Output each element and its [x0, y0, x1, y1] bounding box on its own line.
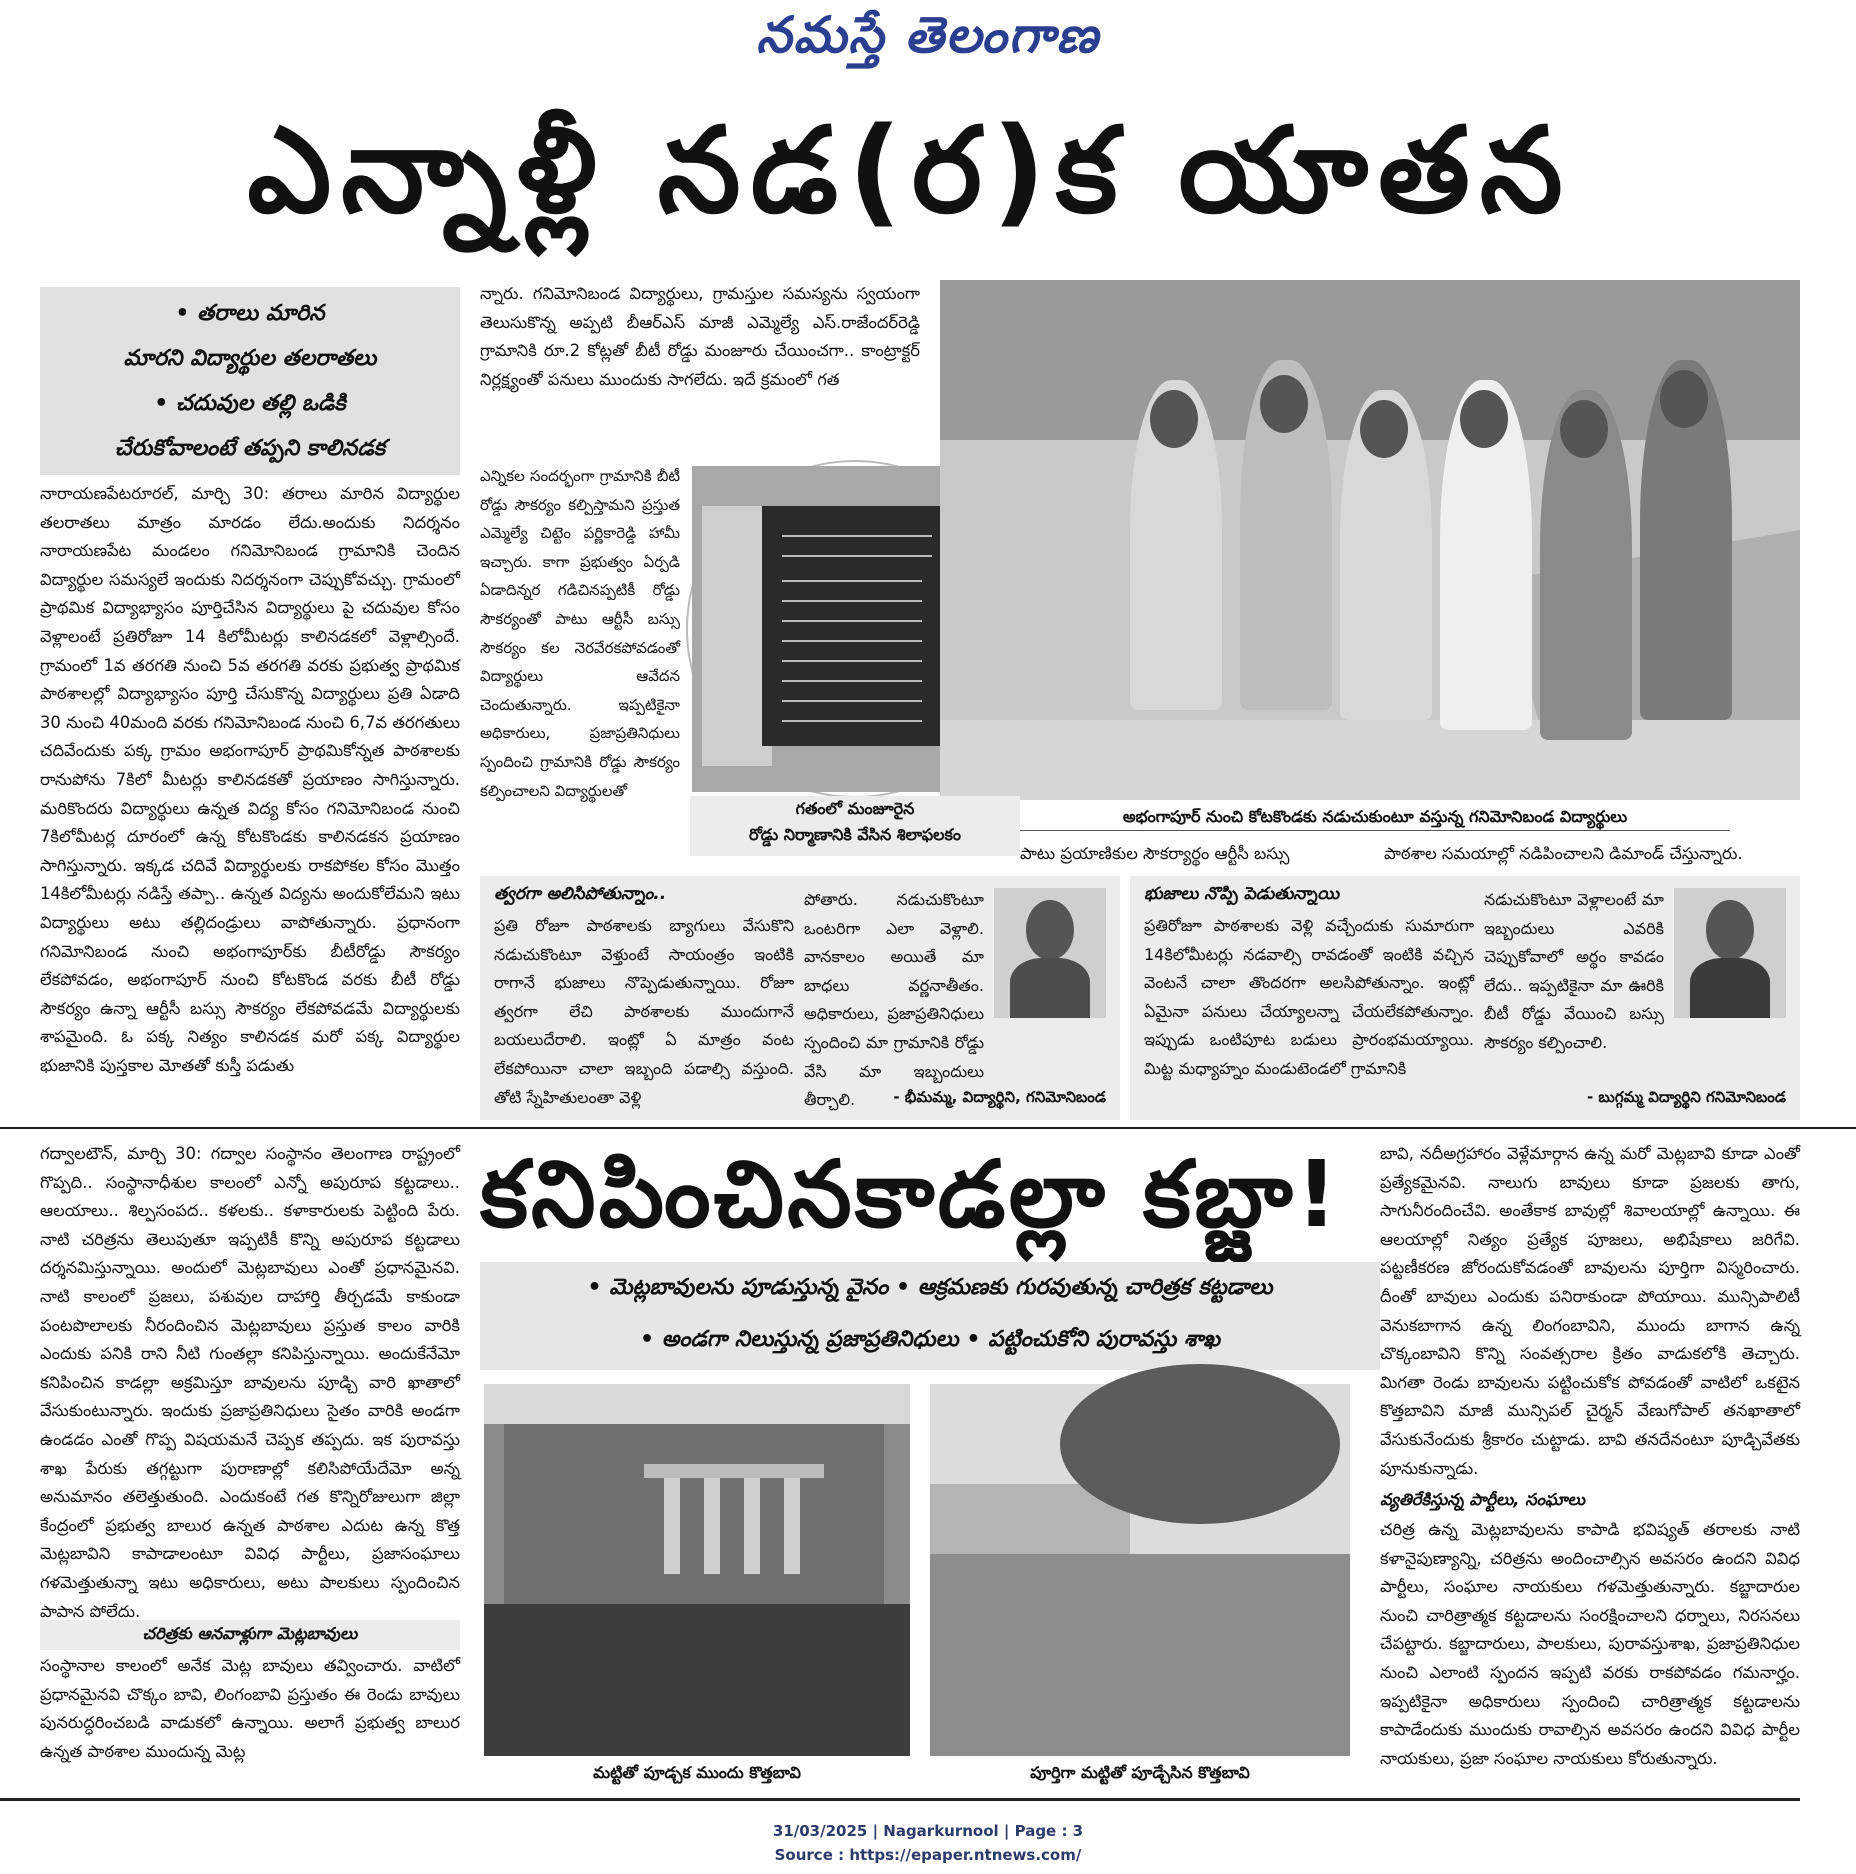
quote-1-text-a: ప్రతి రోజూ పాఠశాలకు బ్యాగులు వేసుకొని నడుచుకొంటూ వెళ్తుంటే సాయంత్రం ఇంటికి రాగానే భుజాలు నొప్పెడుతున్నాయి. రోజూ త్వరగా లేచి పాఠశాలకు ముందుగానే బయలుదేరాలి. ఇంట్లో ఏ మాత్రం వంట లేకపోయినా చాలా ఇబ్బంది పడాల్సి వస్తుంది. తోటి స్నేహితులంతా వెళ్లి — [494, 916, 794, 1107]
story1-continuation-left: పాటు ప్రయాణికుల సౌకర్యార్థం ఆర్టీసీ బస్సు — [1020, 844, 1290, 863]
kicker-line-2: మారని విద్యార్థుల తలరాతలు — [123, 346, 377, 371]
story2-body-3b: చరిత్ర ఉన్న మెట్లబావులను కాపాడి భవిష్యత్ తరాలకు నాటి కళానైపుణ్యాన్ని, చరిత్రను అందించాల్సిన అవసరం ఉందని వివిధ పార్టీలు, సంఘాల నాయకులు గళమెత్తుతున్నారు. కబ్జాదారుల నుంచి చారిత్రాత్మక కట్టడాలను సంరక్షించాలని ధర్నాలు, నిరసనలు చేపట్టారు. కబ్జాదారులు, పాలకులు, పురావస్తుశాఖ, ప్రజాప్రతినిధుల నుంచి ఎలాంటి స్పందన ఇప్పటి వరకు రాకపోవడం గమనార్హం. ఇప్పటికైనా అధికారులు స్పందించి చారిత్రాత్మక కట్టడాలను కాపాడేందుకు ముందుకు రావాల్సిన అవసరం ఉందని వివిధ పార్టీల నాయకులు, ప్రజా సంఘాల నాయకులు కోరుతున్నారు. — [1380, 1520, 1800, 1768]
quote-1-signature: - భీమమ్మ, విద్యార్థిని, గనిమోనిబండ — [893, 1088, 1106, 1106]
story1-continuation-right: పాఠశాల సమయాల్లో నడిపించాలని డిమాండ్ చేస్తున్నారు. — [1384, 844, 1743, 863]
story2-column-1 — [40, 1140, 460, 1620]
quote-2-portrait-body — [1690, 958, 1770, 1018]
well-before-graphic — [484, 1384, 910, 1756]
story2-subheading-protest: వ్యతిరేకిస్తున్న పార్టీలు, సంఘాలు — [1380, 1490, 1585, 1509]
page-bottom-rule — [0, 1798, 1800, 1801]
story1-body-1: నారాయణపేటరూరల్, మార్చి 30: తరాలు మారిన విద్యార్థుల తలరాతలు మాత్రం మారడం లేదు.అందుకు నిదర్శనం నారాయణపేట మండలం గనిమోనిబండ గ్రామానికి చెందిన విద్యార్థుల సమస్యలే ఇందుకు నిదర్శనంగా చెప్పుకోవచ్చు. గ్రామంలో ప్రాథమిక విద్యాభ్యాసం పూర్తిచేసిన విద్యార్థులు పై చదువుల కోసం వెళ్లాలంటే ప్రతిరోజూ 14 కిలోమీటర్లు కాలినడకలో వెళ్లాల్సిందే. గ్రామంలో 1వ తరగతి నుంచి 5వ తరగతి వరకు ప్రభుత్వ ప్రాథమిక పాఠశాలల్లో విద్యాభ్యాసం పూర్తి చేసుకొన్న విద్యార్థులు ప్రతి ఏడాది 30 నుంచి 40మంది వరకు గనిమోనిబండ నుంచి 6,7వ తరగతులు చదివేందుకు పక్క గ్రామం అభంగాపూర్ ప్రాథమికోన్నత పాఠశాలకు రానుపోను 7కిలో మీటర్లు కాలినడకతో ప్రయాణం సాగిస్తున్నారు. మరికొందరు విద్యార్థులు ఉన్నత విద్య కోసం గనిమోనిబండ నుంచి 7కిలోమీటర్ల దూరంలో ఉన్న కోటకొండకు కాలినడకన ప్రయాణం సాగిస్తున్నారు. ఇక్కడ చదివే విద్యార్థులకు రాకపోకల కోసం మొత్తం 14కిలోమీటర్లు నడిస్తే తప్పా.. ఉన్నత విద్యను అందుకోలేమని ఇటు విద్యార్థులు అటు తల్లిదండ్రులు వాపోతున్నారు. ప్రధానంగా గనిమోనిబండ నుంచి అభంగాపూర్‌కు బీటీరోడ్డు సౌకర్యం లేకపోవడం, అభంగాపూర్ నుంచి కోటకొండ వరకు బీటీ రోడ్డు సౌకర్యం ఉన్నా ఆర్టీసీ బస్సు సౌకర్యం లేకపోవడమే విద్యార్థులకు శాపమైంది. ఓ పక్క నిత్యం కాలినడక మరో పక్క విద్యార్థుల భుజానికి పుస్తకాల మోతతో కుస్తీ పడుతు — [40, 484, 460, 1075]
story2-body-3: బావి, నదీఅగ్రహారం వెళ్లేమార్గాన ఉన్న మరో మెట్లబావి కూడా ఎంతో ప్రత్యేకమైనవి. నాలుగు బావులు కూడా ప్రజలకు తాగు, సాగునీరందించేవి. అంతేకాక బావుల్లో శివాలయాల్లో ఉన్నాయి. ఈ ఆలయాల్లో నిత్యం ప్రత్యేక పూజలు, అభిషేకాలు జరిగేవి. పట్టణీకరణ జోరందుకోవడంతో బావుల‌ను పూర్తిగా విస్మరించారు. దీంతో బావులు ఎందుకు పనిరాకుండా పోయాయి. మున్సిపాలిటీ వెనుకబాగాన ఉన్న లింగంబావిని, ముందు బాగాన ఉన్న చొక్కంబావిని కొన్ని సంవత్సరాల క్రితం వాడుకలోకి తెచ్చారు. మిగతా రెండు బావులను పట్టించుకోక పోవడంతో వాటిలో ఒకటైన కొత్తబావిని మాజీ మున్సిపల్ చైర్మన్ వేణుగోపాల్ తనఖాతాలో వేసుకునేందుకు శ్రీకారం చుట్టాడు. బావి తనదేనంటూ పూడ్చివేతకు పూనుకున్నాడు. — [1380, 1144, 1800, 1478]
plaque-caption-line-2: రోడ్డు నిర్మాణానికి వేసిన శిలాఫలకం — [749, 825, 961, 844]
well-before-photo — [484, 1384, 910, 1756]
well-before-caption: మట్టితో పూడ్చక ముందు కొత్తబావి — [593, 1763, 801, 1782]
story2-headline: కనిపించినకాడల్లా కబ్జా! — [480, 1141, 1341, 1248]
plaque-caption-line-1: గతంలో మంజూరైన — [795, 799, 915, 818]
quote-1-portrait — [994, 888, 1106, 1018]
kicker-box — [40, 287, 460, 475]
story2-subheading-history: చరిత్రకు ఆనవాళ్లుగా మెట్లబావులు — [40, 1620, 460, 1650]
well-after-photo — [930, 1384, 1350, 1756]
story2-body-1b: సంస్థానాల కాలంలో అనేక మెట్ల బావులు తవ్వించారు. వాటిలో ప్రధానమైనవి చొక్కం బావి, లింగంబావి ప్రస్తుతం ఈ రెండు బావులు పునరుద్ధరించబడి వాడుకలో ఉన్నాయి. అలాగే ప్రభుత్వ బాలుర ఉన్నత పాఠశాల ముందున్న మెట్ల — [40, 1656, 460, 1761]
story2-subheadings — [480, 1262, 1380, 1370]
kicker-line-3: • చదువుల తల్లి ఒడికి — [154, 391, 346, 416]
plaque-caption — [690, 796, 1020, 856]
story2-column-3-b — [1380, 1516, 1800, 1792]
quote-2-portrait-face — [1706, 900, 1754, 960]
quote-2-portrait — [1674, 888, 1786, 1018]
story2-column-1-b — [40, 1652, 460, 1792]
story1-body-2b-visible: ఎన్నికల సందర్భంగా గ్రామానికి బీటీ రోడ్డు సౌకర్యం కల్పిస్తామని ప్రస్తుత ఎమ్మెల్యే చిట్టెం పర్ణికారెడ్డి హామీ ఇచ్చారు. కాగా ప్రభుత్వం ఏర్పడి ఏడాదిన్నర గడిచినప్పటికీ రోడ్డు సౌకర్యంతో పాటు ఆర్టీసీ బస్సు సౌకర్యం కల నెరవేరకపోవడంతో విద్యార్థులు ఆవేదన చెందుతున్నారు. ఇప్పటికైనా అధికారులు, ప్రజాప్రతినిధులు స్పందించి గ్రామానికి రోడ్డు సౌకర్యం కల్పించాలని విద్యార్థులతో — [480, 467, 680, 800]
main-headline: ఎన్నాళ్లీ నడ(ర)క యాతన — [247, 101, 1573, 239]
quote-box-2 — [1130, 876, 1800, 1120]
story2-subheading-2: • అండగా నిలుస్తున్న ప్రజాప్రతినిధులు • పట్టించుకోని పురావస్తు శాఖ — [640, 1327, 1220, 1352]
story2-subheading-1: • మెట్లబావులను పూడుస్తున్న వైనం • ఆక్రమణకు గురవుతున్న చారిత్రక కట్టడాలు — [587, 1275, 1273, 1300]
story-divider — [0, 1127, 1856, 1129]
quote-1-portrait-body — [1010, 958, 1090, 1018]
kicker-line-1: • తరాలు మారిన — [175, 301, 325, 326]
footer-source: Source : https://epaper.ntnews.com/ — [774, 1846, 1082, 1864]
student-face-1 — [1150, 390, 1198, 448]
quote-box-1 — [480, 876, 1120, 1120]
student-face-4 — [1460, 390, 1508, 448]
quote-1-portrait-face — [1026, 900, 1074, 960]
students-photo-caption: అభంగాపూర్ నుంచి కోటకొండకు నడుచుకుంటూ వస్తున్న గనిమోనిబండ విద్యార్థులు — [1020, 804, 1730, 831]
quote-2-signature: - బుగ్గమ్మ విద్యార్థిని గనిమోనిబండ — [1586, 1088, 1786, 1106]
quote-2-text-b: నడుచుకొంటూ వెళ్లాలంటే మా ఇబ్బందులు ఎవరికి చెప్పుకోవాలో అర్థం కావడం లేదు.. ఇప్పటికైనా మా ఊరికి బీటీ రోడ్డు వేయించి బస్సు సౌకర్యం కల్పించాలి. — [1484, 890, 1664, 1052]
student-face-5 — [1560, 400, 1608, 458]
quote-1-heading: త్వరగా అలిసిపోతున్నాం.. — [494, 884, 667, 904]
well-after-caption: పూర్తిగా మట్టితో పూడ్చేసిన కొత్తబావి — [1030, 1763, 1250, 1782]
masthead-logo: నమస్తే తెలంగాణ — [756, 6, 1100, 64]
student-face-3 — [1360, 400, 1408, 458]
student-face-2 — [1260, 375, 1308, 433]
footer-date-edition: 31/03/2025 | Nagarkurnool | Page : 3 — [772, 1822, 1084, 1840]
story2-column-3 — [1380, 1140, 1800, 1484]
story2-body-1: గద్వాలటౌన్, మార్చి 30: గద్వాల సంస్థానం తెలంగాణ రాష్ట్రంలో గొప్పది.. సంస్థానాధీశుల కాలంలో ఎన్నో అపురూప కట్టడాలు.. ఆలయాలు.. శిల్పసంపద.. కళలకు.. కళాకారులకు పెట్టింది పేరు. నాటి చరిత్రను తెలుపుతూ ఇప్పటికీ కొన్ని అపురూప కట్టడాలు దర్శనమిస్తున్నాయి. అందులో మెట్లబావులు ఎంతో ప్రధానమైనవి. నాటి కాలంలో ప్రజలు, పశువుల దాహార్తి తీర్చడమే కాకుండా పంటపొలాలకు నీరందించిన మెట్లబావులు ప్రస్తుత కాలం వారికి ఎందుకు పనికి రాని నీటి గుంతల్లా కనిపిస్తున్నాయి. అందుకేనేమో కనిపించిన కాడల్లా అక్రమిస్తూ బావులను పూడ్చి వారి ఖాతాలో వేసుకుంటున్నారు. ఇందుకు ప్రజాప్రతినిధులు సైతం వారికి అండగా ఉండడం ఎంతో గొప్ప విషయమనే చెప్పక తప్పదు. ఇక పురావస్తు శాఖ పేరుకు తగ్గట్టుగా పురాణాల్లో కలిసిపోయేదేమో అన్న అనుమానం తలెత్తుతుంది. ఎందుకంటే గత కొన్నిరోజులుగా జిల్లా కేంద్రంలో ప్రభుత్వ బాలుర ఉన్నత పాఠశాల ఎదుట ఉన్న కొత్త మెట్లబావిని కాపాడాలంటూ వివిధ పార్టీలు, ప్రజాసంఘాలు గళమెత్తుతున్నా ఇటు అధికారులు, అటు పాలకులు స్పందించిన పాపాన పోలేదు. — [40, 1144, 460, 1621]
story1-column-1 — [40, 480, 460, 1120]
quote-1-text-b: పోతారు. నడుచుకొంటూ ఒంటరిగా ఎలా వెళ్లాలి. వానకాలం అయితే మా బాధలు వర్ణనాతీతం. అధికారులు, ప్రజాప్రతినిధులు స్పందించి మా గ్రామానికి రోడ్డు వేసి మా ఇబ్బందులు తీర్చాలి. — [804, 890, 984, 1110]
kicker-line-4: చేరుకోవాలంటే తప్పని కాలినడక — [114, 436, 386, 461]
story1-body-2a: న్నారు. గనిమోనిబండ విద్యార్థులు, గ్రామస్తుల సమస్యను స్వయంగా తెలుసుకొన్న అప్పటి బీఆర్‌ఎస్ మాజీ ఎమ్మెల్యే ఎస్.రాజేందర్‌రెడ్డి గ్రామానికి రూ.2 కోట్లతో బీటీ రోడ్డు మంజూరు చేయించగా.. కాంట్రాక్టర్ నిర్లక్ష్యంతో పనులు ముందుకు సాగలేదు. ఇదే క్రమంలో గత — [480, 284, 920, 389]
well-after-graphic — [930, 1384, 1350, 1756]
student-face-6 — [1660, 370, 1708, 428]
quote-2-text-a: ప్రతిరోజూ పాఠశాలకు వెళ్లి వచ్చేందుకు సుమారుగా 14కిలోమీటర్లు నడవాల్సి రావడంతో ఇంటికి వచ్చిన వెంటనే చాలా తొందరగా అలసిపోతున్నాం. ఇంట్లో ఏమైనా పనులు చేయ్యాలన్నా చేయలేకపోతున్నాం. ఇప్పుడు ఒంటిపూట బడులు ప్రారంభమయ్యాయి. మిట్ట మధ్యాహ్నం మండుటెండలో గ్రామానికి — [1144, 916, 1474, 1078]
quote-2-heading: భుజాలు నొప్పి పెడుతున్నాయి — [1144, 884, 1340, 904]
students-photo — [940, 280, 1800, 800]
story1-column-2-top — [480, 280, 920, 460]
